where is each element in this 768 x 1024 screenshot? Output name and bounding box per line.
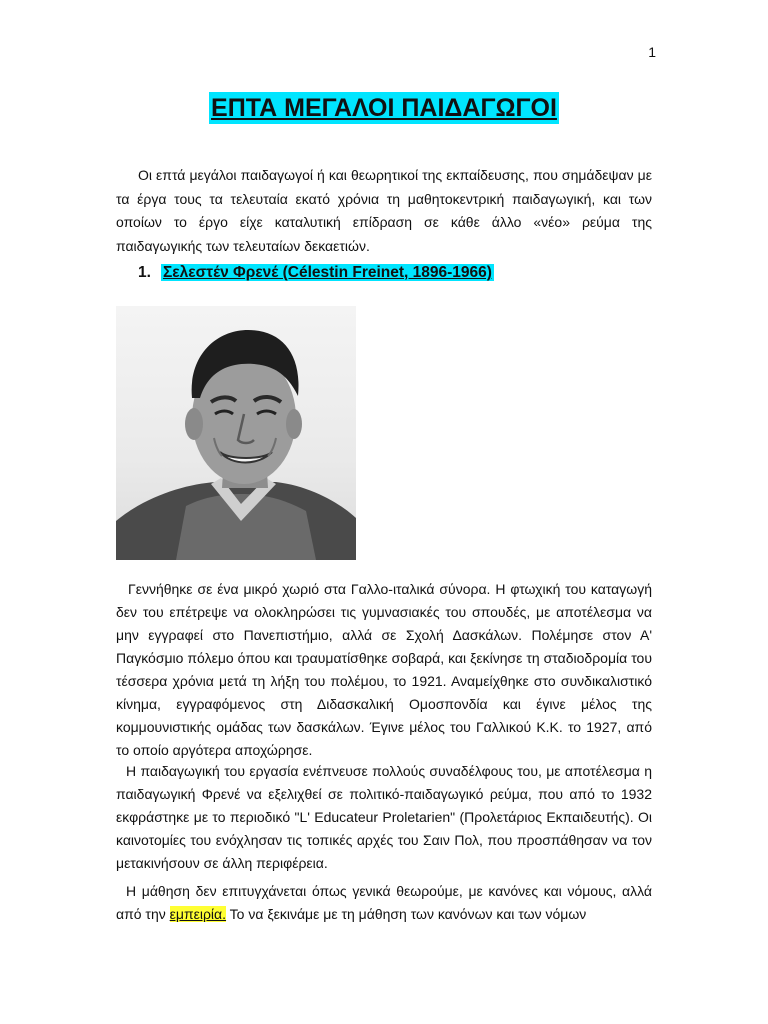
- intro-paragraph: Οι επτά μεγάλοι παιδαγωγοί ή και θεωρητικοί της εκπαίδευσης, που σημάδεψαν με τα έργα τους τα τελευταία εκατό χρόνια τη μαθητοκεντρική παιδαγωγική, και των οποίων το έργο είχε καταλυτική επίδραση σε κάθε άλλο «νέο» ρεύμα της παιδαγωγικής των τελευταίων δεκαετιών.: [116, 167, 652, 254]
- title-container: [0, 92, 768, 124]
- learning-paragraph: [116, 880, 652, 926]
- bio-paragraph: Γεννήθηκε σε ένα μικρό χωριό στα Γαλλο-ιταλικά σύνορα. Η φτωχική του καταγωγή δεν του επέτρεψε να ολοκληρώσει τις γυμνασιακές του σπουδές, με αποτέλεσμα να μην εγγραφεί στο Πανεπιστήμιο, αλλά σε Σχολή Δασκάλων. Πολέμησε στον Α' Παγκόσμιο πόλεμο όπου και τραυματίσθηκε σοβαρά, και ξεκίνησε τη σταδιοδρομία του τέσσερα χρόνια μετά τη λήξη του πολέμου, το 1921. Αναμείχθηκε στο συνδικαλιστικό κίνημα, εγγραφόμενος στη Διδασκαλική Ομοσπονδία και έγινε μέλος της κομμουνιστικής ομάδας των δασκάλων. Έγινε μέλος του Γαλλικού Κ.Κ. το 1927, από το οποίο αργότερα αποχώρησε.: [116, 581, 652, 758]
- page-number: 1: [648, 44, 656, 60]
- work-paragraph: Η παιδαγωγική του εργασία ενέπνευσε πολλούς συναδέλφους του, με αποτέλεσμα η παιδαγωγική Φρενέ να εξελιχθεί σε πολιτικό-παιδαγωγικό ρεύμα, που από το 1932 εκφράστηκε με το περιοδικό "L' Educateur Proletarien" (Προλετάριος Εκπαιδευτής). Οι καινοτομίες του ενόχλησαν τις τοπικές αρχές του Σαιν Πολ, που προσπάθησαν να τον μετακινήσουν σε άλλη περιφέρεια.: [116, 763, 652, 871]
- highlighted-word: εμπειρία.: [169, 906, 227, 922]
- section-number: 1.: [138, 264, 151, 281]
- learning-text-after: Το να ξεκινάμε με τη μάθηση των κανόνων και των νόμων: [226, 906, 587, 922]
- section-heading-freinet: [138, 264, 494, 282]
- portrait-illustration: [116, 306, 356, 560]
- section-title: Σελεστέν Φρενέ (Célestin Freinet, 1896-1966): [162, 264, 492, 281]
- page-title: ΕΠΤΑ ΜΕΓΑΛΟΙ ΠΑΙΔΑΓΩΓΟΙ: [211, 94, 557, 122]
- portrait-photo: [116, 306, 356, 560]
- learning-text-before: Η μάθηση δεν επιτυγχάνεται όπως γενικά θεωρούμε, με κανόνες και νόμους, αλλά από την: [116, 883, 652, 922]
